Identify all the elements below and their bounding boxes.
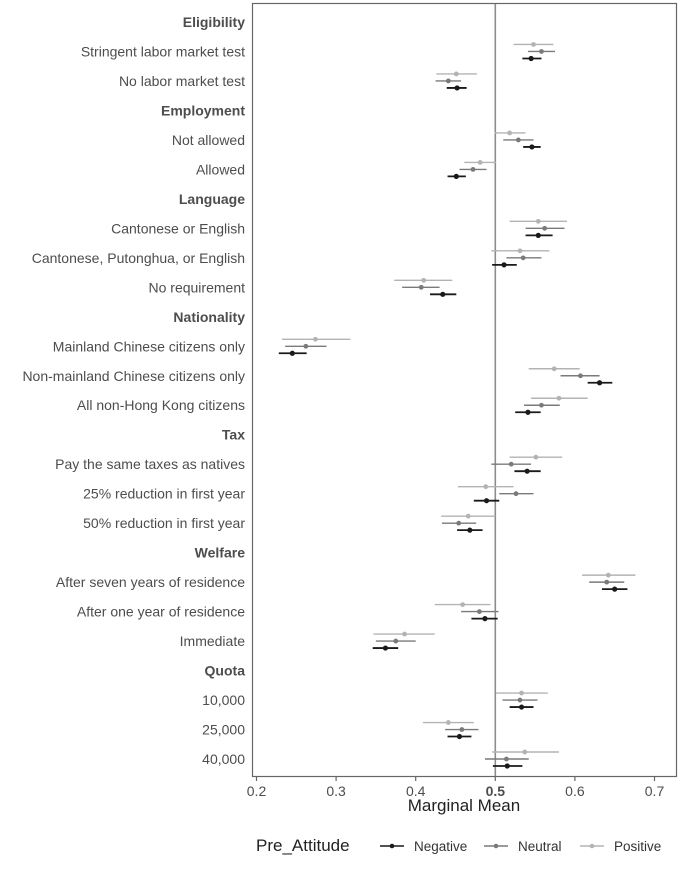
point-estimate	[518, 698, 523, 703]
point-estimate	[303, 344, 308, 349]
legend-label: Positive	[614, 839, 662, 854]
point-estimate	[612, 587, 617, 592]
point-estimate	[290, 351, 295, 356]
point-estimate	[539, 403, 544, 408]
point-estimate	[478, 160, 483, 165]
x-tick-label: 0.3	[326, 783, 346, 799]
point-estimate	[393, 639, 398, 644]
point-estimate	[578, 373, 583, 378]
point-estimate	[514, 491, 519, 496]
point-estimate	[460, 602, 465, 607]
row-label: 10,000	[202, 692, 245, 709]
x-tick-label: 0.5	[485, 783, 506, 799]
legend-label: Neutral	[518, 839, 562, 854]
point-estimate	[529, 56, 534, 61]
group-label: Eligibility	[182, 14, 245, 30]
point-estimate	[525, 410, 530, 415]
point-estimate	[440, 292, 445, 297]
group-label: Quota	[204, 662, 245, 679]
point-estimate	[446, 720, 451, 725]
point-estimate	[383, 645, 388, 650]
group-label: Language	[178, 190, 245, 207]
point-estimate	[552, 366, 557, 371]
row-label: Cantonese, Putonghua, or English	[31, 249, 245, 266]
point-estimate	[467, 528, 472, 533]
legend-item-positive	[580, 839, 661, 854]
point-estimate	[606, 573, 611, 578]
point-estimate	[419, 285, 424, 290]
legend-key-dot	[590, 844, 595, 849]
point-estimate	[539, 49, 544, 54]
point-estimate	[454, 85, 459, 90]
row-label: Cantonese or English	[111, 220, 245, 237]
point-estimate	[519, 691, 524, 696]
point-estimate	[446, 79, 451, 84]
point-estimate	[533, 455, 538, 460]
row-label: Mainland Chinese citizens only	[52, 338, 245, 355]
x-axis-title: Marginal Mean	[407, 796, 521, 815]
point-estimate	[516, 138, 521, 143]
point-estimate	[557, 396, 562, 401]
point-estimate	[507, 131, 512, 136]
row-label: Pay the same taxes as natives	[55, 456, 245, 473]
point-estimate	[522, 750, 527, 755]
point-estimate	[529, 144, 534, 149]
row-label: No requirement	[148, 279, 245, 296]
point-estimate	[521, 255, 526, 260]
point-estimate	[454, 72, 459, 77]
group-label: Nationality	[173, 308, 245, 325]
row-label: Allowed	[195, 161, 245, 178]
point-estimate	[542, 226, 547, 231]
point-estimate	[597, 380, 602, 385]
point-estimate	[509, 462, 514, 467]
x-tick-label: 0.7	[644, 783, 665, 799]
legend-item-negative	[380, 839, 467, 854]
point-estimate	[501, 262, 506, 267]
point-estimate	[471, 167, 476, 172]
row-label: All non-Hong Kong citizens	[76, 397, 245, 414]
row-label: No labor market test	[118, 72, 245, 89]
point-estimate	[518, 248, 523, 253]
legend-title: Pre_Attitude	[256, 836, 350, 855]
point-estimate	[313, 337, 318, 342]
point-estimate	[484, 498, 489, 503]
row-label: 25,000	[202, 721, 245, 738]
row-labels	[22, 14, 245, 767]
point-estimate	[531, 42, 536, 47]
point-estimate	[466, 514, 471, 519]
row-label: After seven years of residence	[55, 574, 245, 591]
x-tick-label: 0.4	[405, 783, 426, 799]
point-estimate	[402, 632, 407, 637]
point-estimate	[482, 616, 487, 621]
row-label: Not allowed	[171, 131, 245, 148]
row-label: 25% reduction in first year	[83, 485, 245, 502]
point-estimate	[483, 484, 488, 489]
point-estimate	[477, 609, 482, 614]
point-estimate	[456, 521, 461, 526]
legend-key-dot	[390, 844, 395, 849]
row-label: Non-mainland Chinese citizens only	[22, 367, 245, 384]
legend-key-dot	[494, 844, 499, 849]
row-label: Stringent labor market test	[80, 43, 245, 60]
plot-panel	[253, 4, 677, 777]
point-estimate	[459, 727, 464, 732]
point-estimate	[454, 174, 459, 179]
point-estimate	[536, 219, 541, 224]
point-estimate	[525, 469, 530, 474]
row-label: 40,000	[202, 751, 245, 767]
point-estimate	[457, 734, 462, 739]
point-estimate	[536, 233, 541, 238]
point-estimate	[604, 580, 609, 585]
group-label: Welfare	[194, 544, 245, 561]
legend	[256, 836, 661, 855]
x-tick-label: 0.6	[565, 783, 585, 799]
point-estimate	[504, 757, 509, 762]
row-label: 50% reduction in first year	[83, 515, 245, 532]
group-label: Tax	[221, 426, 245, 443]
legend-item-neutral	[484, 839, 562, 854]
row-label: Immediate	[179, 633, 245, 650]
legend-label: Negative	[414, 839, 468, 854]
group-label: Employment	[160, 102, 245, 119]
point-estimate	[505, 763, 510, 768]
row-label: After one year of residence	[76, 603, 245, 620]
x-tick-label: 0.2	[246, 783, 267, 799]
point-estimate	[519, 704, 524, 709]
point-estimate	[421, 278, 426, 283]
